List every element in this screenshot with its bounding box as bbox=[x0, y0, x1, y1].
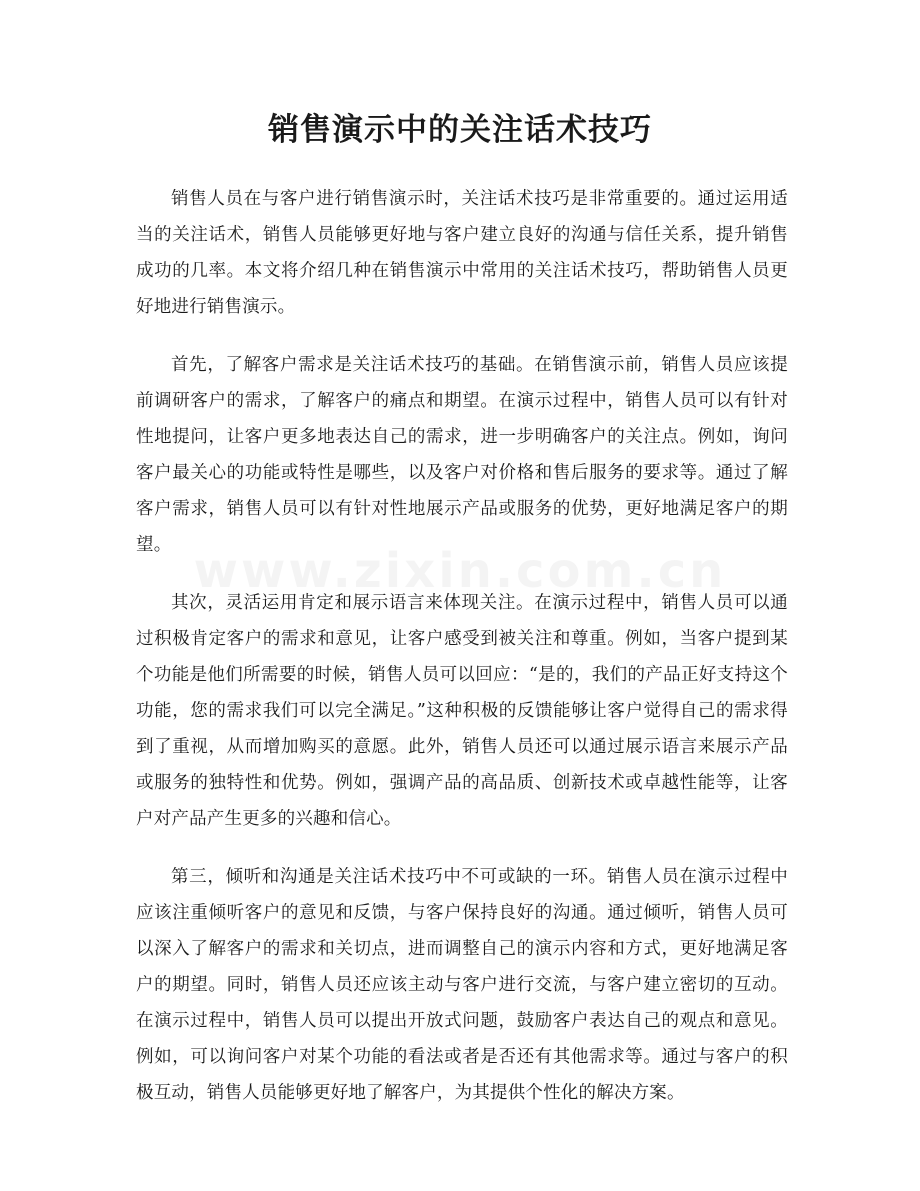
document-title: 销售演示中的关注话术技巧 bbox=[268, 112, 652, 148]
paragraph-third: 第三，倾听和沟通是关注话术技巧中不可或缺的一环。销售人员在演示过程中应该注重倾听客户的意见和反馈，与客户保持良好的沟通。通过倾听，销售人员可以深入了解客户的需求和关切点，进而调整自己的演示内容和方式，更好地满足客户的期望。同时，销售人员还应该主动与客户进行交流，与客户建立密切的互动。在演示过程中，销售人员可以提出开放式问题，鼓励客户表达自己的观点和意见。例如，可以询问客户对某个功能的看法或者是否还有其他需求等。通过与客户的积极互动，销售人员能够更好地了解客户，为其提供个性化的解决方案。 bbox=[136, 867, 788, 1103]
paragraph-second: 其次，灵活运用肯定和展示语言来体现关注。在演示过程中，销售人员可以通过积极肯定客户的需求和意见，让客户感受到被关注和尊重。例如，当客户提到某个功能是他们所需要的时候，销售人员可以回应：“是的，我们的产品正好支持这个功能，您的需求我们可以完全满足。”这种积极的反馈能够让客户觉得自己的需求得到了重视，从而增加购买的意愿。此外，销售人员还可以通过展示语言来展示产品或服务的独特性和优势。例如，强调产品的高品质、创新技术或卓越性能等，让客户对产品产生更多的兴趣和信心。 bbox=[136, 593, 788, 829]
document-body bbox=[136, 181, 788, 1133]
paragraph-first: 首先，了解客户需求是关注话术技巧的基础。在销售演示前，销售人员应该提前调研客户的需求，了解客户的痛点和期望。在演示过程中，销售人员可以有针对性地提问，让客户更多地表达自己的需求，进一步明确客户的关注点。例如，询问客户最关心的功能或特性是哪些，以及客户对价格和售后服务的要求等。通过了解客户需求，销售人员可以有针对性地展示产品或服务的优势，更好地满足客户的期望。 bbox=[136, 355, 788, 555]
paragraph-intro: 销售人员在与客户进行销售演示时，关注话术技巧是非常重要的。通过运用适当的关注话术，销售人员能够更好地与客户建立良好的沟通与信任关系，提升销售成功的几率。本文将介绍几种在销售演示中常用的关注话术技巧，帮助销售人员更好地进行销售演示。 bbox=[136, 189, 788, 317]
